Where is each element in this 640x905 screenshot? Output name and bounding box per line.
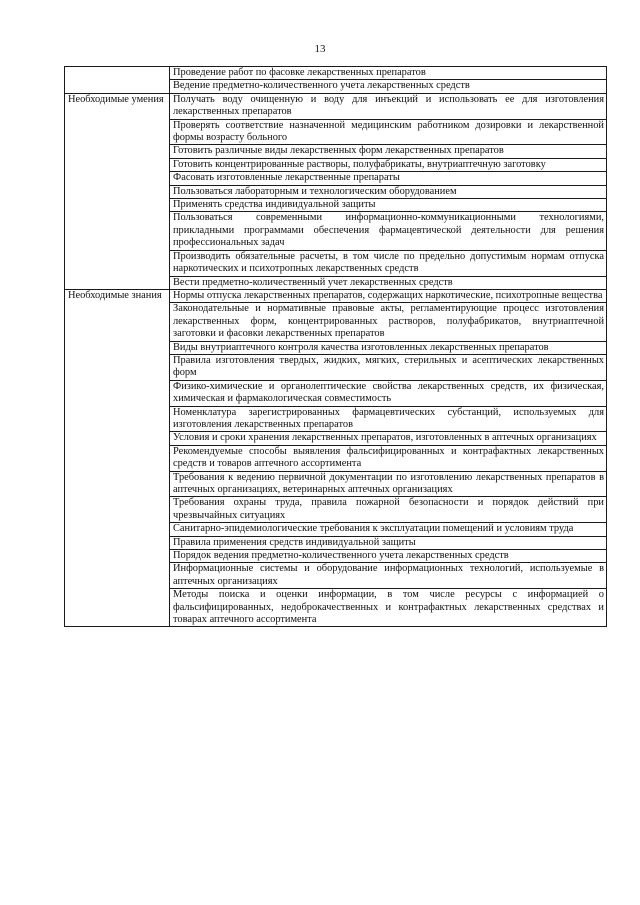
- table-cell: Требования к ведению первичной документации по изготовлению лекарственных препаратов в аптечных организациях, ветеринарных аптечных организациях: [170, 471, 607, 497]
- table-cell: Вести предметно-количественный учет лекарственных средств: [170, 276, 607, 289]
- table-cell: Проверять соответствие назначенной медицинским работником дозировки и лекарственной формы возрасту больного: [170, 119, 607, 145]
- table-cell: Пользоваться современными информационно-коммуникационными технологиями, прикладными программами обеспечения фармацевтической деятельности для решения профессиональных задач: [170, 212, 607, 250]
- table-cell: Виды внутриаптечного контроля качества изготовленных лекарственных препаратов: [170, 341, 607, 354]
- table-cell: Пользоваться лабораторным и технологическим оборудованием: [170, 185, 607, 198]
- table-cell: Информационные системы и оборудование информационных технологий, используемые в аптечных организациях: [170, 563, 607, 589]
- table-cell: Готовить концентрированные растворы, полуфабрикаты, внутриаптечную заготовку: [170, 158, 607, 171]
- page-number: 13: [314, 43, 326, 55]
- table-cell: Готовить различные виды лекарственных форм лекарственных препаратов: [170, 145, 607, 158]
- table-cell: Номенклатура зарегистрированных фармацевтических субстанций, используемых для изготовления лекарственных препаратов: [170, 406, 607, 432]
- table-cell: Методы поиска и оценки информации, в том числе ресурсы с информацией о фальсифицированных, недоброкачественных и контрафактных лекарственных средствах и товарах аптечного ассортимента: [170, 589, 607, 627]
- table-cell: Требования охраны труда, правила пожарной безопасности и порядок действий при чрезвычайных ситуациях: [170, 497, 607, 523]
- table-cell: Фасовать изготовленные лекарственные препараты: [170, 172, 607, 185]
- table-cell: Проведение работ по фасовке лекарственных препаратов: [170, 67, 607, 80]
- table-row: [65, 93, 607, 119]
- table-row: [65, 67, 607, 80]
- table-cell: Ведение предметно-количественного учета лекарственных средств: [170, 80, 607, 93]
- table-cell: Правила изготовления твердых, жидких, мягких, стерильных и асептических лекарственных форм: [170, 354, 607, 380]
- table-row: [65, 289, 607, 302]
- table-cell: Получать воду очищенную и воду для инъекций и использовать ее для изготовления лекарственных препаратов: [170, 93, 607, 119]
- requirements-table: [64, 66, 607, 627]
- category-knowledge: Необходимые знания: [65, 289, 170, 627]
- table-cell: Применять средства индивидуальной защиты: [170, 199, 607, 212]
- category-cell-empty: [65, 67, 170, 94]
- table-cell: Санитарно-эпидемиологические требования к эксплуатации помещений и условиям труда: [170, 523, 607, 536]
- table-cell: Правила применения средств индивидуальной защиты: [170, 536, 607, 549]
- table-cell: Рекомендуемые способы выявления фальсифицированных и контрафактных лекарственных средств и товаров аптечного ассортимента: [170, 445, 607, 471]
- table-cell: Нормы отпуска лекарственных препаратов, содержащих наркотические, психотропные вещества: [170, 289, 607, 302]
- table-cell: Порядок ведения предметно-количественного учета лекарственных средств: [170, 550, 607, 563]
- table-cell: Законодательные и нормативные правовые акты, регламентирующие процесс изготовления лекарственных форм, концентрированных растворов, полуфабрикатов, внутриаптечной заготовки и фасовки лекарственных препаратов: [170, 303, 607, 341]
- table-cell: Производить обязательные расчеты, в том числе по предельно допустимым нормам отпуска наркотических и психотропных лекарственных средств: [170, 250, 607, 276]
- table-cell: Физико-химические и органолептические свойства лекарственных средств, их физическая, химическая и фармакологическая совместимость: [170, 380, 607, 406]
- table-cell: Условия и сроки хранения лекарственных препаратов, изготовленных в аптечных организациях: [170, 432, 607, 445]
- category-skills: Необходимые умения: [65, 93, 170, 289]
